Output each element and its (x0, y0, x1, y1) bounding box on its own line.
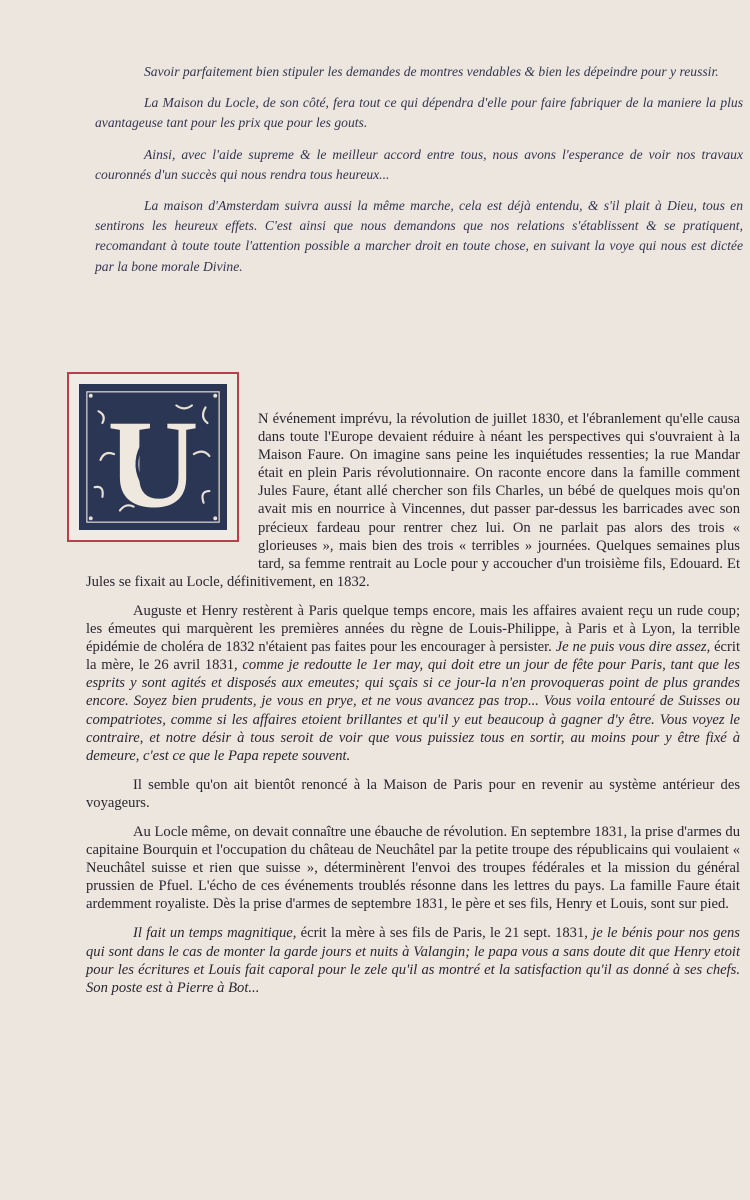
paragraph-text: Auguste et Henry restèrent à Paris quelque temps encore, mais les affaires avaient reçu un rude coup; les émeutes qui marquèrent les premières années du règne de Louis-Philippe, à Paris et à Lyon, la terrible épidémie de choléra de 1832 n'étaient pas faites pour les encourager à persister. (86, 602, 740, 656)
quote-text: Je ne puis vous dire assez, (555, 639, 711, 656)
body-paragraph (86, 410, 740, 591)
body-text (86, 410, 740, 1008)
paragraph-text: écrit la mère, le 26 avril 1831, (86, 639, 740, 674)
quote-paragraph: La maison d'Amsterdam suivra aussi la même marche, cela est déjà entendu, & s'il plait à Dieu, tous en sentirons les heureux effets. C'est ainsi que nous demandons que nos relations s'établissent & se pratiquent, recomandant à toute toute l'attention possible a marcher droit en toute chose, en suivant la voye qui nous est dictée par la bone morale Divine. (95, 198, 743, 274)
quote-paragraph: Ainsi, avec l'aide supreme & le meilleur accord entre tous, nous avons l'esperance de voir nos travaux couronnés d'un succès qui nous rendra tous heureux... (95, 146, 743, 182)
paragraph-text: écrit la mère à ses fils de Paris, le 21 sept. 1831, (296, 925, 593, 942)
paragraph-text: N événement imprévu, la révolution de juillet 1830, et l'ébranlement qu'elle causa dans toute l'Europe devaient réduire à néant les perspectives qui s'ouvraient à la Maison Faure. On imagine sans peine les inquiétudes ressenties; la rue Mandar était en plein Paris révolutionnaire. On raconte encore dans la famille comment Jules Faure, étant allé chercher son fils Charles, un bébé de quelques mois qu'on avait mis en nourrice à Vincennes, dut passer par-dessus les barricades avec son précieux fardeau pour rentrer chez lui. On ne parlait pas alors des trois « glorieuses », mais bien des trois « terribles » journées. Quelques semaines plus tard, sa femme rentrait au Locle pour y accoucher d'un troisième fils, Edouard. Et Jules se fixait au Locle, définitivement, en 1832. (86, 411, 740, 590)
quoted-letter (95, 62, 743, 288)
body-paragraph (86, 924, 740, 996)
quote-text: Il fait un temps magnitique, (133, 925, 297, 942)
body-paragraph (86, 602, 740, 765)
quote-text: comme je redoutte le 1er may, qui doit etre un jour de fête pour Paris, tant que les esprits y sont agités et disposés aux emeutes; qui sçais si ce jour-la n'en provoqueras point de plus grandes encore. Soyez bien prudents, je vous en prye, et ne vous avancez pas trop... Vous voila entouré de Suisses ou compatriotes, comme si les affaires etoient brillantes et qu'il y eut beaucoup à gagner d'y être. Vous voyez le contraire, et notre désir à tous seroit de voir que vous puissiez tous en sortir, au moins pour y être fixé à demeure, c'est ce que le Papa repete souvent. (86, 657, 740, 764)
body-paragraph: Il semble qu'on ait bientôt renoncé à la Maison de Paris pour en revenir au système antérieur des voyageurs. (86, 776, 740, 811)
quote-paragraph: La Maison du Locle, de son côté, fera tout ce qui dépendra d'elle pour faire fabriquer de la maniere la plus avantageuse tant pour les prix que pour les gouts. (95, 95, 743, 131)
quote-text: je le bénis pour nos gens qui sont dans le cas de monter la garde jours et nuits à Valangin; le papa vous a sans doute dit que Henry etoit pour les écritures et Louis fait caporal pour le zele qu'il as montré et la satisfaction qu'il as donné à ses chefs. Son poste est à Pierre à Bot... (86, 925, 740, 996)
dropcap-letter: U (107, 394, 199, 528)
quote-paragraph: Savoir parfaitement bien stipuler les demandes de montres vendables & bien les dépeindre pour y reussir. (144, 64, 719, 79)
body-paragraph: Au Locle même, on devait connaître une ébauche de révolution. En septembre 1831, la prise d'armes du capitaine Bourquin et l'occupation du château de Neuchâtel par la petite troupe des républicains qui voulaient « Neuchâtel suisse et rien que suisse », déterminèrent l'envoi des troupes fédérales et la mission du général prussien de Pfuel. L'écho de ces événements troublés résonne dans les lettres du pays. La famille Faure était ardemment royaliste. Dès la prise d'armes de septembre 1831, le père et ses fils, Henry et Louis, sont sur pied. (86, 823, 740, 913)
